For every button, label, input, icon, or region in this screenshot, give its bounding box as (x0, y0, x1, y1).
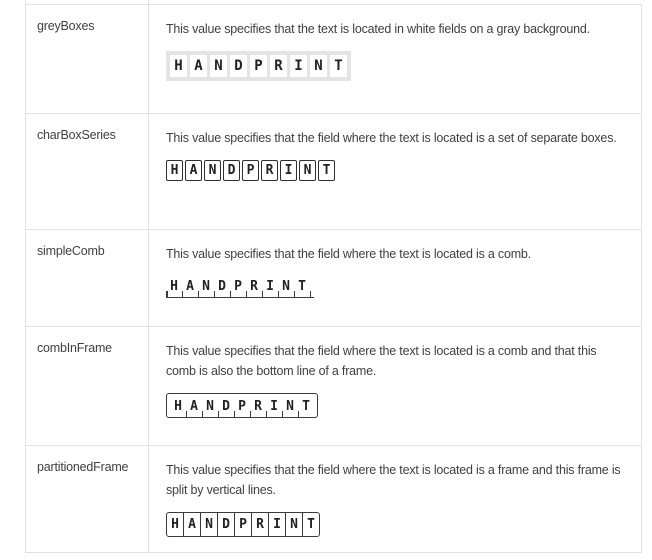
char-cell: T (307, 517, 315, 532)
char-cell: R (250, 395, 266, 417)
value-description-cell (149, 327, 641, 445)
char-cell: I (280, 160, 297, 181)
char-cell: R (261, 160, 278, 181)
value-name: simpleComb (37, 244, 105, 258)
table-row-combinframe (26, 327, 641, 446)
value-name: charBoxSeries (37, 128, 116, 142)
char-cell: T (302, 398, 310, 414)
char-cell: P (230, 276, 246, 297)
value-name: partitionedFrame (37, 460, 129, 474)
char-cell: A (184, 513, 201, 536)
value-description: This value specifies that the field where the text is located is a frame and this frame is split by vertical lines. (166, 463, 621, 497)
char-cell: T (318, 160, 335, 181)
table-row-charboxseries (26, 114, 641, 230)
char-cell: H (170, 55, 187, 77)
value-name-cell (26, 446, 149, 553)
value-description-cell (149, 5, 641, 113)
char-cell: I (290, 55, 307, 77)
char-cell: N (278, 276, 294, 297)
char-cell: H (166, 276, 182, 297)
char-cell: R (270, 55, 287, 77)
value-description-cell (149, 114, 641, 229)
char-cell: D (218, 395, 234, 417)
char-cell: N (204, 160, 221, 181)
handprint-example-simplecomb (166, 276, 314, 298)
appearance-values-table (25, 4, 642, 553)
value-description: This value specifies that the field where the text is located is a set of separate boxes. (166, 131, 617, 145)
char-cell: T (294, 276, 310, 297)
handprint-example-charboxseries (166, 160, 335, 181)
char-cell: I (269, 513, 286, 536)
char-cell: N (210, 55, 227, 77)
char-cell: N (282, 395, 298, 417)
char-cell: D (218, 513, 235, 536)
char-cell: P (242, 160, 259, 181)
char-cell: R (246, 276, 262, 297)
handprint-example-combinframe (166, 393, 318, 418)
char-cell: A (182, 276, 198, 297)
char-cell: N (202, 395, 218, 417)
char-cell: N (198, 276, 214, 297)
char-cell: A (190, 55, 207, 77)
value-description: This value specifies that the text is located in white fields on a gray background. (166, 22, 590, 36)
value-name-cell (26, 230, 149, 326)
char-cell: H (170, 395, 186, 417)
char-cell: N (299, 160, 316, 181)
char-cell: H (167, 513, 184, 536)
char-cell: I (262, 276, 278, 297)
char-cell: R (252, 513, 269, 536)
char-cell: N (286, 513, 303, 536)
char-cell: N (310, 55, 327, 77)
value-description-cell (149, 446, 641, 553)
char-cell: D (230, 55, 247, 77)
char-cell: I (266, 395, 282, 417)
char-cell: A (186, 395, 202, 417)
value-name-cell (26, 114, 149, 229)
value-name-cell (26, 327, 149, 445)
value-description: This value specifies that the field where the text is located is a comb and that this comb is also the bottom line of a frame. (166, 344, 597, 378)
value-description-cell (149, 230, 641, 326)
char-cell: D (223, 160, 240, 181)
table-row-partitionedframe (26, 446, 641, 553)
char-cell: H (166, 160, 183, 181)
char-cell: N (201, 513, 218, 536)
value-name-cell (26, 5, 149, 113)
table-row-greyboxes (26, 5, 641, 114)
char-cell: P (234, 395, 250, 417)
handprint-example-partitionedframe (166, 512, 320, 537)
char-cell: P (250, 55, 267, 77)
char-cell: A (185, 160, 202, 181)
value-description: This value specifies that the field where the text is located is a comb. (166, 247, 531, 261)
table-row-simplecomb (26, 230, 641, 327)
char-cell: D (214, 276, 230, 297)
char-cell: P (235, 513, 252, 536)
handprint-example-greyboxes (166, 51, 351, 81)
char-cell: T (330, 55, 347, 77)
value-name: greyBoxes (37, 19, 95, 33)
value-name: combInFrame (37, 341, 112, 355)
